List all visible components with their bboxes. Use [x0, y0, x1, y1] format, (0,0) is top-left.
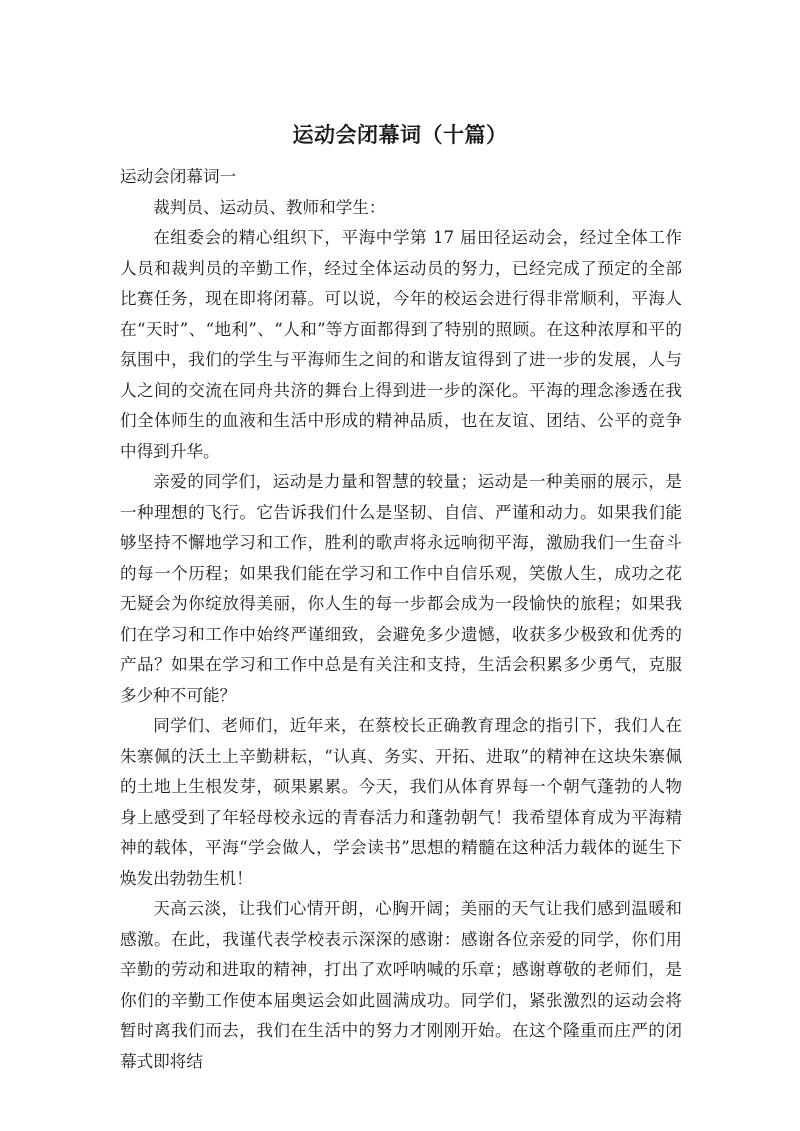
document-body [120, 162, 682, 1077]
section-heading: 运动会闭幕词一 [120, 167, 237, 186]
document-title: 运动会闭幕词（十篇） [292, 123, 508, 147]
paragraph-4: 天高云淡，让我们心情开朗，心胸开阔；美丽的天气让我们感到温暖和感激。在此，我谨代表学校表示深深的感谢：感谢各位亲爱的同学，你们用辛勤的劳动和进取的精神，打出了欢呼呐喊的乐章；感谢尊敬的老师们，是你们的辛勤工作使本届奥运会如此圆满成功。同学们，紧张激烈的运动会将暂时离我们而去，我们在生活中的努力才刚刚开始。在这个隆重而庄严的闭幕式即将结 [120, 899, 682, 1071]
salutation: 裁判员、运动员、教师和学生： [153, 197, 386, 217]
paragraph-3: 同学们、老师们，近年来，在蔡校长正确教育理念的指引下，我们人在朱寨佩的沃土上辛勤耕耘，“认真、务实、开拓、进取”的精神在这块朱寨佩的土地上生根发芽，硕果累累。今天，我们从体育界每一个朝气蓬勃的人物身上感受到了年轻母校永远的青春活力和蓬勃朝气！我希望体育成为平海精神的载体，平海“学会做人，学会读书”思想的精髓在这种活力载体的诞生下焕发出勃勃生机！ [120, 716, 682, 888]
paragraph-1: 在组委会的精心组织下，平海中学第 17 届田径运动会，经过全体工作人员和裁判员的辛勤工作，经过全体运动员的努力，已经完成了预定的全部比赛任务，现在即将闭幕。可以说，今年的校运会进行得非常顺利，平海人在“天时”、“地利”、“人和”等方面都得到了特别的照顾。在这种浓厚和平的氛围中，我们的学生与平海师生之间的和谐友谊得到了进一步的发展，人与人之间的交流在同舟共济的舞台上得到进一步的深化。平海的理念渗透在我们全体师生的血液和生活中形成的精神品质，也在友谊、团结、公平的竞争中得到升华。 [120, 228, 682, 461]
paragraph-2: 亲爱的同学们，运动是力量和智慧的较量；运动是一种美丽的展示，是一种理想的飞行。它告诉我们什么是坚韧、自信、严谨和动力。如果我们能够坚持不懈地学习和工作，胜利的歌声将永远响彻平海，激励我们一生奋斗的每一个历程；如果我们能在学习和工作中自信乐观，笑傲人生，成功之花无疑会为你绽放得美丽，你人生的每一步都会成为一段愉快的旅程；如果我们在学习和工作中始终严谨细致，会避免多少遗憾，收获多少极致和优秀的产品？如果在学习和工作中总是有关注和支持，生活会积累多少勇气，克服多少种不可能？ [120, 472, 682, 705]
